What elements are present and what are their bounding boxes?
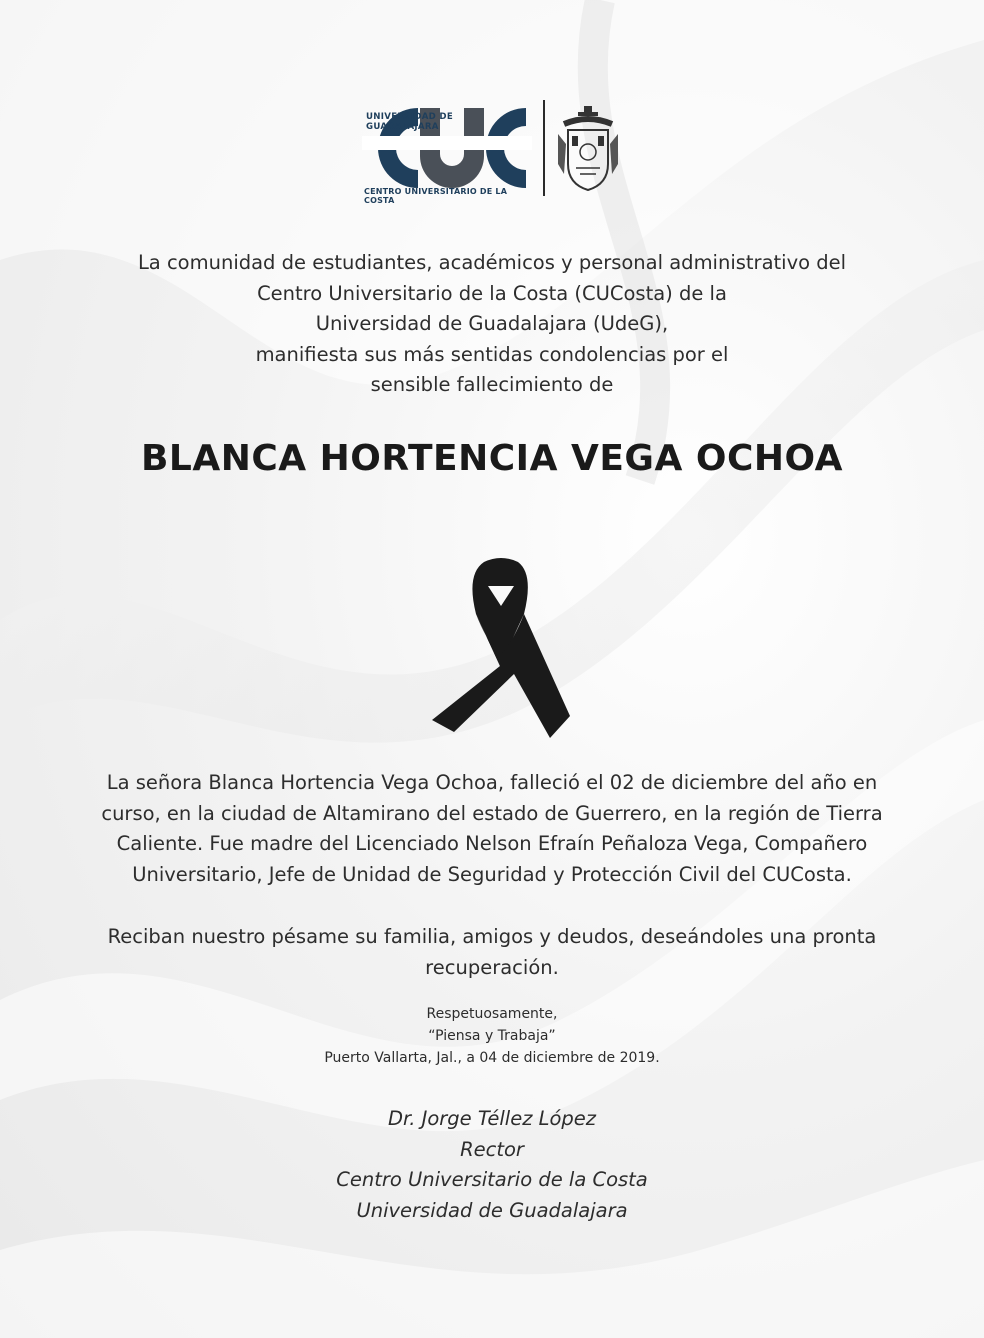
intro-line: Universidad de Guadalajara (UdeG), (315, 312, 669, 335)
intro-line: manifiesta sus más sentidas condolencias por el (255, 342, 729, 366)
signatory-university: Universidad de Guadalajara (356, 1198, 628, 1222)
body-line: curso, en la ciudad de Altamirano del estado de Guerrero, en la región de Tierra (101, 801, 883, 825)
body-line: Caliente. Fue madre del Licenciado Nelson Efraín Peñaloza Vega, Compañero (116, 832, 868, 856)
logo-university-text: UNIVERSIDAD DE GUADALAJARA (366, 112, 454, 132)
intro-line: La comunidad de estudiantes, académicos y personal administrativo del (137, 251, 847, 274)
coat-of-arms-icon (556, 104, 620, 192)
logo-center-text: CENTRO UNIVERSITARIO DE LA COSTA (364, 187, 508, 205)
closing-block (200, 1003, 784, 1069)
signatory-title: Rector (460, 1137, 524, 1161)
signature-block (200, 1104, 784, 1226)
closing-line: Respetuosamente, (426, 1006, 558, 1022)
logo-divider (543, 100, 545, 196)
body-paragraph (60, 768, 924, 890)
intro-line: Centro Universitario de la Costa (CUCosta) de la (257, 281, 727, 305)
mourning-ribbon-icon (430, 556, 572, 740)
closing-line: Puerto Vallarta, Jal., a 04 de diciembre de 2019. (324, 1050, 660, 1066)
signatory-name: Dr. Jorge Téllez López (387, 1107, 597, 1130)
closing-line: “Piensa y Trabaja” (428, 1028, 556, 1044)
condolence-paragraph (60, 922, 924, 983)
intro-paragraph (90, 248, 894, 401)
condolence-line: recuperación. (425, 955, 559, 979)
intro-line: sensible fallecimiento de (370, 373, 614, 396)
signatory-center: Centro Universitario de la Costa (336, 1168, 648, 1191)
body-line: La señora Blanca Hortencia Vega Ochoa, falleció el 02 de diciembre del año en (106, 771, 878, 794)
deceased-name: BLANCA HORTENCIA VEGA OCHOA (140, 438, 844, 479)
condolence-line: Reciban nuestro pésame su familia, amigos y deudos, deseándoles una pronta (107, 925, 877, 948)
body-line: Universitario, Jefe de Unidad de Seguridad y Protección Civil del CUCosta. (132, 862, 852, 886)
